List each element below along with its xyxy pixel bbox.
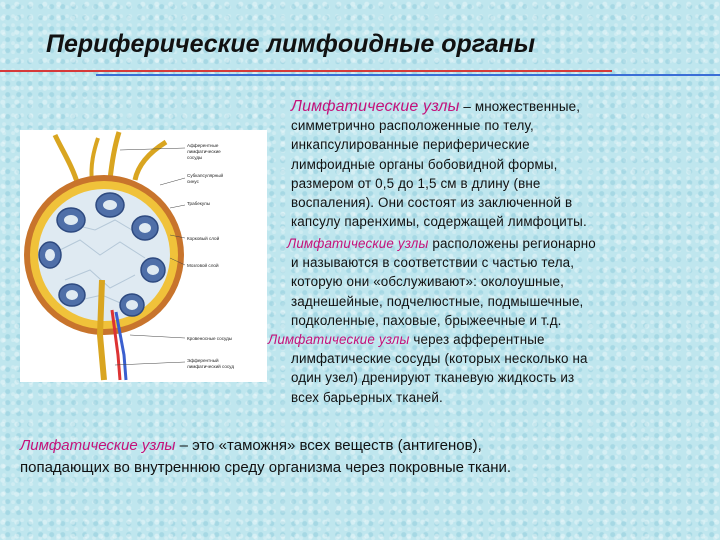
summary-statement — [20, 435, 511, 479]
label-medulla: Мозговой слой — [187, 263, 219, 268]
paragraph-drainage-first-line — [268, 330, 588, 349]
paragraph-drainage — [268, 330, 588, 407]
slide-title: Периферические лимфоидные органы — [46, 30, 536, 58]
text-line: воспаления). Они состоят из заключенной в — [291, 195, 573, 211]
text-line: капсулу паренхимы, содержащей лимфоциты. — [291, 214, 587, 230]
text-line: размером от 0,5 до 1,5 см в длину (вне — [291, 175, 541, 191]
text-line: подколенные, паховые, брыжеечные и т.д. — [291, 312, 562, 328]
text-line: которую они «обслуживают»: околоушные, — [291, 274, 564, 290]
lymph-node-illustration — [20, 130, 267, 382]
text-line: заднешейные, подчелюстные, подмышечные, — [291, 293, 584, 309]
text-line: симметрично расположенные по телу, — [291, 118, 534, 134]
text-line: один узел) дренируют тканевую жидкость из — [291, 370, 575, 386]
label-blood-vessels: Кровеносные сосуды — [187, 336, 233, 341]
summary-second-line: попадающих во внутреннюю среду организма через покровные ткани. — [20, 459, 512, 476]
summary-start: – это «таможня» всех веществ (антигенов), — [175, 437, 482, 454]
label-trabeculae: Трабекулы — [187, 201, 211, 206]
regional-start: расположены регионарно — [428, 236, 596, 251]
title-underline-blue — [96, 74, 720, 76]
label-efferent-2: лимфатический сосуд — [187, 364, 234, 369]
title-underline-red — [0, 70, 612, 72]
term-lymph-nodes: Лимфатические узлы — [287, 236, 429, 251]
paragraph-definition-first-line — [291, 97, 587, 116]
label-efferent: Эфферентный — [187, 358, 219, 363]
text-line: инкапсулированные периферические — [291, 137, 530, 153]
term-lymph-nodes: Лимфатические узлы — [20, 437, 176, 454]
label-afferent: Афферентные — [187, 143, 219, 148]
label-subcapsular-2: синус — [187, 179, 199, 184]
drainage-start: через афферентные — [409, 332, 545, 347]
paragraph-regional-first-line — [287, 234, 596, 253]
term-lymph-nodes: Лимфатические узлы — [291, 98, 460, 115]
definition-start: – множественные, — [459, 99, 581, 114]
label-cortex: Корковый слой — [187, 236, 220, 241]
text-line: и называются в соответствии с частью тела, — [291, 255, 575, 271]
summary-first-line — [20, 435, 511, 457]
text-line: всех барьерных тканей. — [291, 389, 443, 405]
term-lymph-nodes: Лимфатические узлы — [268, 332, 410, 347]
text-line: лимфоидные органы бобовидной формы, — [291, 156, 558, 172]
text-line: лимфатические сосуды (которых несколько на — [291, 351, 588, 367]
label-afferent-3: сосуды — [187, 155, 203, 160]
paragraph-regional — [287, 234, 596, 330]
paragraph-definition — [291, 97, 587, 231]
lymph-node-diagram — [20, 130, 267, 382]
label-subcapsular: Субкапсулярный — [187, 173, 224, 178]
label-afferent-2: лимфатические — [187, 149, 221, 154]
